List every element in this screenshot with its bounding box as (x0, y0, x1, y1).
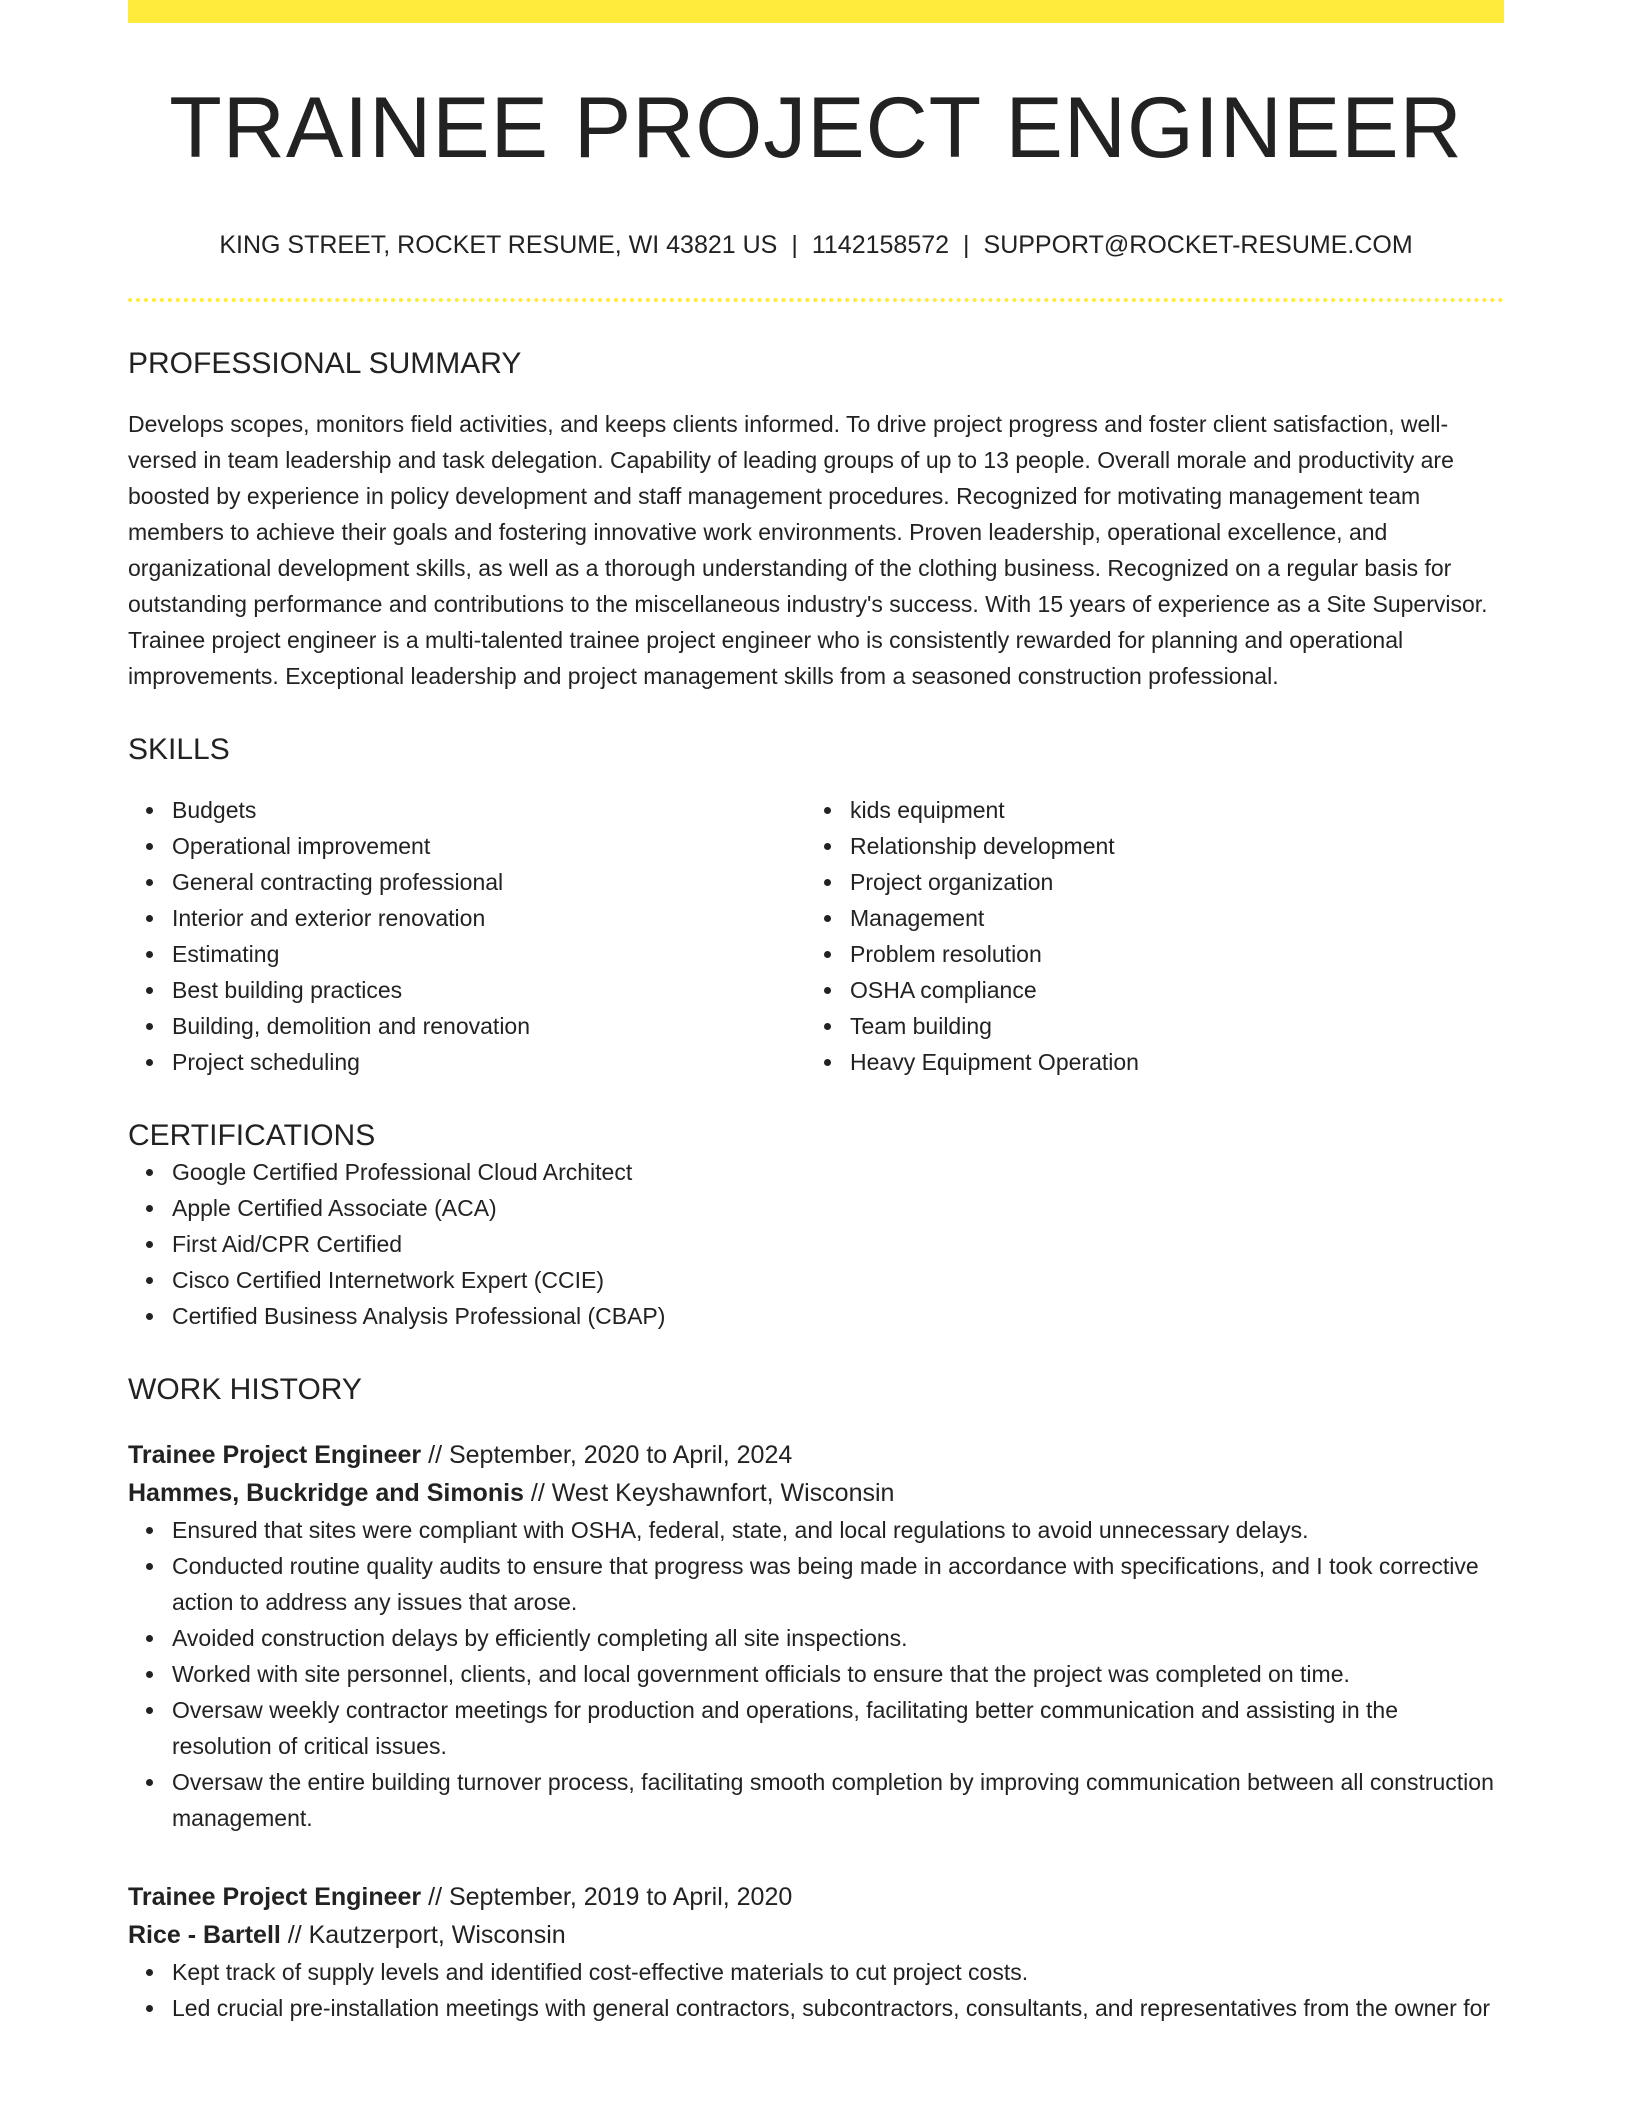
job-duty-item: Led crucial pre-installation meetings with general contractors, subcontractors, consultants, and representatives from the owner for (172, 1990, 1504, 2026)
job-duty-item: Conducted routine quality audits to ensure that progress was being made in accordance with specifications, and I took corrective action to address any issues that arose. (172, 1548, 1504, 1620)
skill-item: Estimating (172, 936, 806, 972)
job-company: Rice - Bartell (128, 1920, 281, 1949)
skill-item: Building, demolition and renovation (172, 1008, 806, 1044)
certification-item: Cisco Certified Internetwork Expert (CCIE) (172, 1262, 1504, 1298)
job-role-line (128, 1436, 1504, 1474)
skill-item: Interior and exterior renovation (172, 900, 806, 936)
skills-list-left (128, 792, 806, 1080)
accent-top-bar (128, 0, 1504, 23)
skill-item: OSHA compliance (850, 972, 1484, 1008)
skill-item: Operational improvement (172, 828, 806, 864)
job-duties-list (128, 1954, 1504, 2026)
skill-item: Project organization (850, 864, 1484, 900)
section-title-certifications: CERTIFICATIONS (128, 1118, 376, 1152)
certifications-list (128, 1154, 1504, 1334)
job-duty-item: Oversaw the entire building turnover process, facilitating smooth completion by improving communication between all construction management. (172, 1764, 1504, 1836)
skills-list-right (806, 792, 1484, 1080)
contact-separator: | (791, 230, 798, 259)
candidate-title: TRAINEE PROJECT ENGINEER (169, 80, 1463, 176)
skill-item: Project scheduling (172, 1044, 806, 1080)
job-dates: // September, 2019 to April, 2020 (421, 1882, 793, 1911)
resume-content (128, 23, 1504, 2026)
job-location: // Kautzerport, Wisconsin (280, 1920, 566, 1949)
job-duties-list (128, 1512, 1504, 1836)
section-title-summary: PROFESSIONAL SUMMARY (128, 346, 522, 380)
job-entry (128, 1878, 1504, 2026)
certification-item: First Aid/CPR Certified (172, 1226, 1504, 1262)
job-role-line (128, 1878, 1504, 1916)
job-duty-item: Kept track of supply levels and identified cost-effective materials to cut project costs. (172, 1954, 1504, 1990)
skill-item: Management (850, 900, 1484, 936)
skill-item: Problem resolution (850, 936, 1484, 972)
skill-item: Budgets (172, 792, 806, 828)
summary-text: Develops scopes, monitors field activities, and keeps clients informed. To drive project progress and foster client satisfaction, well-versed in team leadership and task delegation. Capability of leading groups of up to 13 people. Overall morale and productivity are boosted by experience in policy development and staff management procedures. Recognized for motivating management team members to achieve their goals and fostering innovative work environments. Proven leadership, operational excellence, and organizational development skills, as well as a thorough understanding of the clothing business. Recognized on a regular basis for outstanding performance and contributions to the miscellaneous industry's success. With 15 years of experience as a Site Supervisor. Trainee project engineer is a multi-talented trainee project engineer who is consistently rewarded for planning and operational improvements. Exceptional leadership and project management skills from a seasoned construction professional. (128, 410, 1488, 689)
section-title-skills: SKILLS (128, 732, 230, 766)
certification-item: Google Certified Professional Cloud Architect (172, 1154, 1504, 1190)
header-divider (128, 298, 1504, 302)
skills-column-left (128, 792, 806, 1080)
job-company: Hammes, Buckridge and Simonis (128, 1478, 524, 1507)
skill-item: General contracting professional (172, 864, 806, 900)
contact-separator: | (963, 230, 970, 259)
job-role: Trainee Project Engineer (128, 1882, 422, 1911)
skills-grid (128, 792, 1504, 1080)
certification-item: Apple Certified Associate (ACA) (172, 1190, 1504, 1226)
job-duty-item: Ensured that sites were compliant with OSHA, federal, state, and local regulations to avoid unnecessary delays. (172, 1512, 1504, 1548)
job-duty-item: Oversaw weekly contractor meetings for production and operations, facilitating better communication and assisting in the resolution of critical issues. (172, 1692, 1504, 1764)
job-location: // West Keyshawnfort, Wisconsin (523, 1478, 895, 1507)
job-duty-item: Worked with site personnel, clients, and local government officials to ensure that the project was completed on time. (172, 1656, 1504, 1692)
job-dates: // September, 2020 to April, 2024 (421, 1440, 793, 1469)
certification-item: Certified Business Analysis Professional (CBAP) (172, 1298, 1504, 1334)
contact-email: SUPPORT@ROCKET-RESUME.COM (983, 230, 1413, 259)
job-entry (128, 1436, 1504, 1836)
contact-phone: 1142158572 (811, 230, 950, 259)
job-company-line (128, 1916, 1504, 1954)
section-title-work-history: WORK HISTORY (128, 1372, 362, 1406)
skill-item: Relationship development (850, 828, 1484, 864)
skills-column-right (806, 792, 1484, 1080)
contact-line (128, 230, 1504, 260)
job-company-line (128, 1474, 1504, 1512)
job-duty-item: Avoided construction delays by efficiently completing all site inspections. (172, 1620, 1504, 1656)
skill-item: Heavy Equipment Operation (850, 1044, 1484, 1080)
skill-item: Best building practices (172, 972, 806, 1008)
skill-item: kids equipment (850, 792, 1484, 828)
skill-item: Team building (850, 1008, 1484, 1044)
contact-address: KING STREET, ROCKET RESUME, WI 43821 US (219, 230, 778, 259)
job-role: Trainee Project Engineer (128, 1440, 422, 1469)
